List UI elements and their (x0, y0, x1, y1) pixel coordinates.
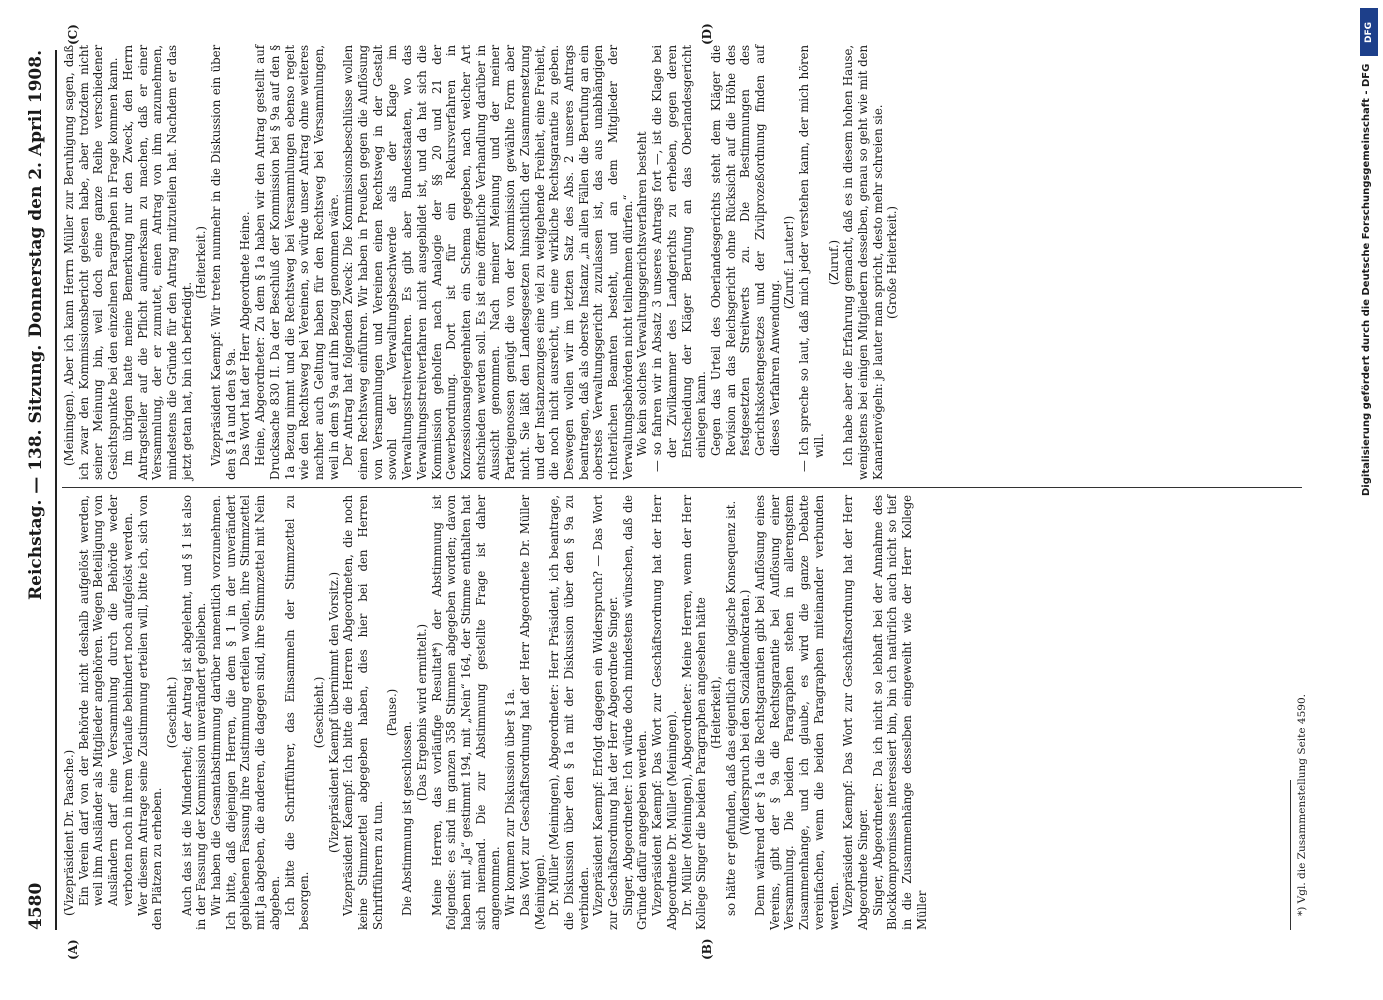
paragraph: (Geschieht.) (311, 676, 326, 749)
paragraph: Singer, Abgeordneter: Da ich nicht so lebhaft bei der Annahme des Blockkompromisses interessiert bin, bin ich natürlich auch nicht so tief in die Zusammenhänge desselben eingeweiht wie der Herr Kollege Müller (870, 495, 929, 930)
paragraph: Wo kein solches Verwaltungsgerichtsverfahren besteht (635, 131, 650, 456)
paragraph: Wir kommen zur Diskussion über § 1a. (503, 688, 518, 916)
paragraph: Vizepräsident Kaempf: Ich bitte die Herren Abgeordneten, die noch keine Stimmzettel abgegeben haben, dies hier bei den Herren Schriftführern zu tun. (341, 495, 385, 930)
paragraph: Vizepräsident Kaempf: Wir treten nunmehr in die Diskussion ein über den § 1a und den § 9a. (209, 45, 238, 480)
paragraph: Im übrigen hatte meine Bemerkung nur den Zweck, den Herrn Antragsteller auf die Pflicht aufmerksam zu machen, daß er einer Versammlung, der er zumutet, einen Antrag von ihm anzunehmen, mindestens die Gründe für den Antrag mitzuteilen hat. Nachdem er das jetzt getan hat, bin ich befriedigt. (120, 45, 194, 480)
paragraph: Gegen das Urteil des Oberlandesgerichts steht dem Kläger die Revision an das Reichsgericht ohne Rücksicht auf die Höhe des festgesetzten Streitwerts zu. Die Bestimmungen des Gerichtskostengesetzes und der Zivilprozeßordnung finden auf dieses Verfahren Anwendung. (708, 45, 782, 456)
paragraph: — so fahren wir in Absatz 3 unseres Antrags fort —, ist die Klage bei der Zivilkammer des Landgerichts zu erheben, gegen deren Entscheidung der Kläger Berufung an das Oberlandesgericht einlegen kann. (650, 45, 709, 472)
column-divider (62, 487, 1302, 488)
paragraph: Denn während der § 1a die Rechtsgarantien gibt bei Auflösung eines Vereins, gibt der § 9a die Rechtsgarantie bei Auflösung einer Versammlung. Die beiden Paragraphen stehen in allerengstem Zusammenhange, und ich glaube, es wird die ganze Debatte vereinfachen, wenn die beiden Paragraphen miteinander verbunden werden. (753, 495, 841, 930)
paragraph: Ich bitte die Schriftführer, das Einsammeln der Stimmzettel zu besorgen. (282, 495, 312, 930)
paragraph: (Vizepräsident Kaempf übernimmt den Vorsitz.) (326, 572, 341, 853)
paragraph: Der Antrag hat folgenden Zweck: Die Kommissionsbeschlüsse wollen einen Rechtsweg einführen. Wir haben in Preußen gegen die Auflösung von Versammlungen und Vereinen einen Rechtsweg in der Gestalt sowohl der Verwaltungsbeschwerde als der Klage im Verwaltungsstreitverfahren. Es gibt aber Bundesstaaten, wo das Verwaltungsstreitverfahren nicht ausgebildet ist, und da hat sich die Kommission geholfen nach Analogie der §§ 20 und 21 der Gewerbeordnung. Dort ist für ein Rekursverfahren in Konzessionsangelegenheiten ein Schema gegeben, nach welcher Art entschieden werden soll. Es ist eine öffentliche Verhandlung darüber in Aussicht genommen. Nach meiner Meinung und der meiner Parteigenossen genügt die von der Kommission gewählte Form aber nicht. Sie läßt den Landesgesetzen hinsichtlich der Zusammensetzung und der Instanzenzuges eine viel zu weitgehende Freiheit, eine Freiheit, die noch nicht ausreicht, um eine wirkliche Rechtsgarantie zu geben. Deswegen wollen wir im letzten Satz des Abs. 2 unseres Antrags beantragen, daß als oberste Instanz „in allen Fällen die Berufung an ein oberstes Verwaltungsgericht zuzulassen ist, das aus unabhängigen richterlichen Beamten besteht, und an dem Mitglieder der Verwaltungsbehörden nicht teilnehmen dürfen.“ (341, 45, 635, 480)
paragraph: (Das Ergebnis wird ermittelt.) (414, 623, 429, 802)
paragraph: (Heiterkeit.) (194, 226, 209, 299)
paragraph: Auch das ist die Minderheit; der Antrag ist abgelehnt, und § 1 ist also in der Fassung der Kommission unverändert geblieben. (179, 495, 209, 930)
paragraph: Das Wort zur Geschäftsordnung hat der Herr Abgeordnete Dr. Müller (Meiningen). (517, 495, 547, 930)
paragraph: Wer diesem Antrage seine Zustimmung erteilen will, bitte ich, sich von den Plätzen zu erheben. (135, 495, 165, 930)
paragraph: (Große Heiterkeit.) (885, 206, 900, 319)
dfg-logo: DFG (1360, 8, 1378, 56)
paragraph: — Ich spreche so laut, daß mich jeder verstehen kann, der mich hören will. (797, 45, 826, 472)
paragraph: (Heiterkeit), (708, 676, 723, 749)
left-column (62, 495, 929, 930)
margin-marker-a: (A) (66, 939, 80, 960)
paragraph: Vizepräsident Kaempf: Erfolgt dagegen ein Widerspruch? — Das Wort zur Geschäftsordnung hat der Herr Abgeordnete Singer. (591, 495, 621, 930)
page-header (22, 50, 52, 930)
paragraph: Ich habe aber die Erfahrung gemacht, daß es in diesem hohen Hause, wenigstens bei einigen Mitgliedern desselben, genau so geht wie mit den Kanarienvögeln: je lauter man spricht, desto mehr schreien sie. (841, 45, 885, 480)
margin-marker-b: (B) (700, 938, 714, 960)
paragraph: (Pause.) (385, 688, 400, 737)
paragraph: Singer, Abgeordneter: Ich würde doch mindestens wünschen, daß die Gründe dafür angegeben werden. (620, 495, 650, 930)
digitization-sidebar (1359, 8, 1379, 998)
right-column (62, 45, 900, 480)
paragraph: Heine, Abgeordneter: Zu dem § 1a haben wir den Antrag gestellt auf Drucksache 830 II. Da der Beschluß der Kommission bei § 9a auf den § 1a Bezug nimmt und die Rechtsweg bei Versammlungen ebenso regelt wie den Rechtsweg bei Vereinen, so würde unser Antrag ohne weiteres nachher auch Geltung haben für den Rechtsweg bei Versammlungen, weil in dem § 9a auf ihn Bezug genommen wäre. (253, 45, 341, 480)
paragraph: Wir haben die Gesamtabstimmung darüber namentlich vorzunehmen. Ich bitte, daß diejenigen Herren, die dem § 1 in der unverändert gebliebenen Fassung ihre Zustimmung erteilen wollen, ihre Stimmzettel mit Ja abgeben, die anderen, die dagegen sind, ihre Stimmzettel mit Nein abgeben. (209, 495, 282, 930)
digitization-note: Digitalisierung gefördert durch die Deutsche Forschungsgemeinschaft - DFG (1361, 64, 1372, 497)
paragraph: (Vizepräsident Dr. Paasche.) (62, 749, 76, 916)
paragraph: Meine Herren, das vorläufige Resultat*) der Abstimmung ist folgendes: es sind im ganzen 358 Stimmen abgegeben worden; davon haben mit „Ja“ gestimmt 194, mit „Nein“ 164, der Stimme enthalten hat sich niemand. Die zur Abstimmung gestellte Frage ist daher angenommen. (429, 495, 503, 930)
page-number: 4580 (26, 882, 46, 930)
paragraph: Das Wort hat der Herr Abgeordnete Heine. (238, 211, 253, 466)
paragraph: (Geschieht.) (164, 676, 179, 749)
paragraph: Vizepräsident Kaempf: Das Wort zur Geschäftsordnung hat der Herr Abgeordnete Singer. (841, 495, 870, 930)
paragraph: Die Abstimmung ist geschlossen. (400, 721, 415, 916)
session-date: Donnerstag den 2. April 1908. (26, 50, 46, 338)
paragraph: Dr. Müller (Meiningen), Abgeordneter: Herr Präsident, ich beantrage, die Diskussion über den § 1a mit der Diskussion über den § 9a zu verbinden. (547, 495, 591, 930)
margin-marker-c: (C) (66, 24, 80, 45)
paragraph: so hätte er gefunden, daß das eigentlich eine logische Konsequenz ist. (723, 500, 738, 916)
paragraph: Ein Verein darf von der Behörde nicht deshalb aufgelöst werden, weil ihm Ausländer als Mitglieder angehören. Wegen Beteiligung von Ausländern darf eine Versammlung durch die Behörde weder verboten noch in ihrem Verlaufe behindert noch aufgelöst werden. (76, 495, 135, 906)
paragraph: (Widerspruch bei den Sozialdemokraten.) (738, 589, 753, 836)
margin-marker-d: (D) (700, 23, 714, 45)
footnote: *) Vgl. die Zusammenstellung Seite 4590. (1296, 694, 1308, 916)
footnote-rule (1290, 780, 1291, 930)
session-title: Reichstag. — 138. Sitzung. (26, 344, 46, 600)
header-rule (55, 50, 57, 930)
paragraph: Dr. Müller (Meiningen), Abgeordneter: Meine Herren, wenn der Herr Kollege Singer die beiden Paragraphen angesehen hätte (679, 495, 709, 930)
paragraph: (Zuruf.) (826, 239, 841, 286)
paragraph: (Meiningen). Aber ich kann Herrn Müller zur Beruhigung sagen, daß ich zwar den Kommissionsbericht gelesen habe, aber trotzdem nicht seiner Meinung bin, weil doch eine ganze Reihe verschiedener Gesichtspunkte bei den einzelnen Paragraphen in Frage kommen kann. (62, 45, 121, 480)
paragraph: (Zuruf: Lauter!) (782, 215, 797, 310)
paragraph: Vizepräsident Kaempf: Das Wort zur Geschäftsordnung hat der Herr Abgeordnete Dr. Müller (Meiningen). (650, 495, 679, 930)
